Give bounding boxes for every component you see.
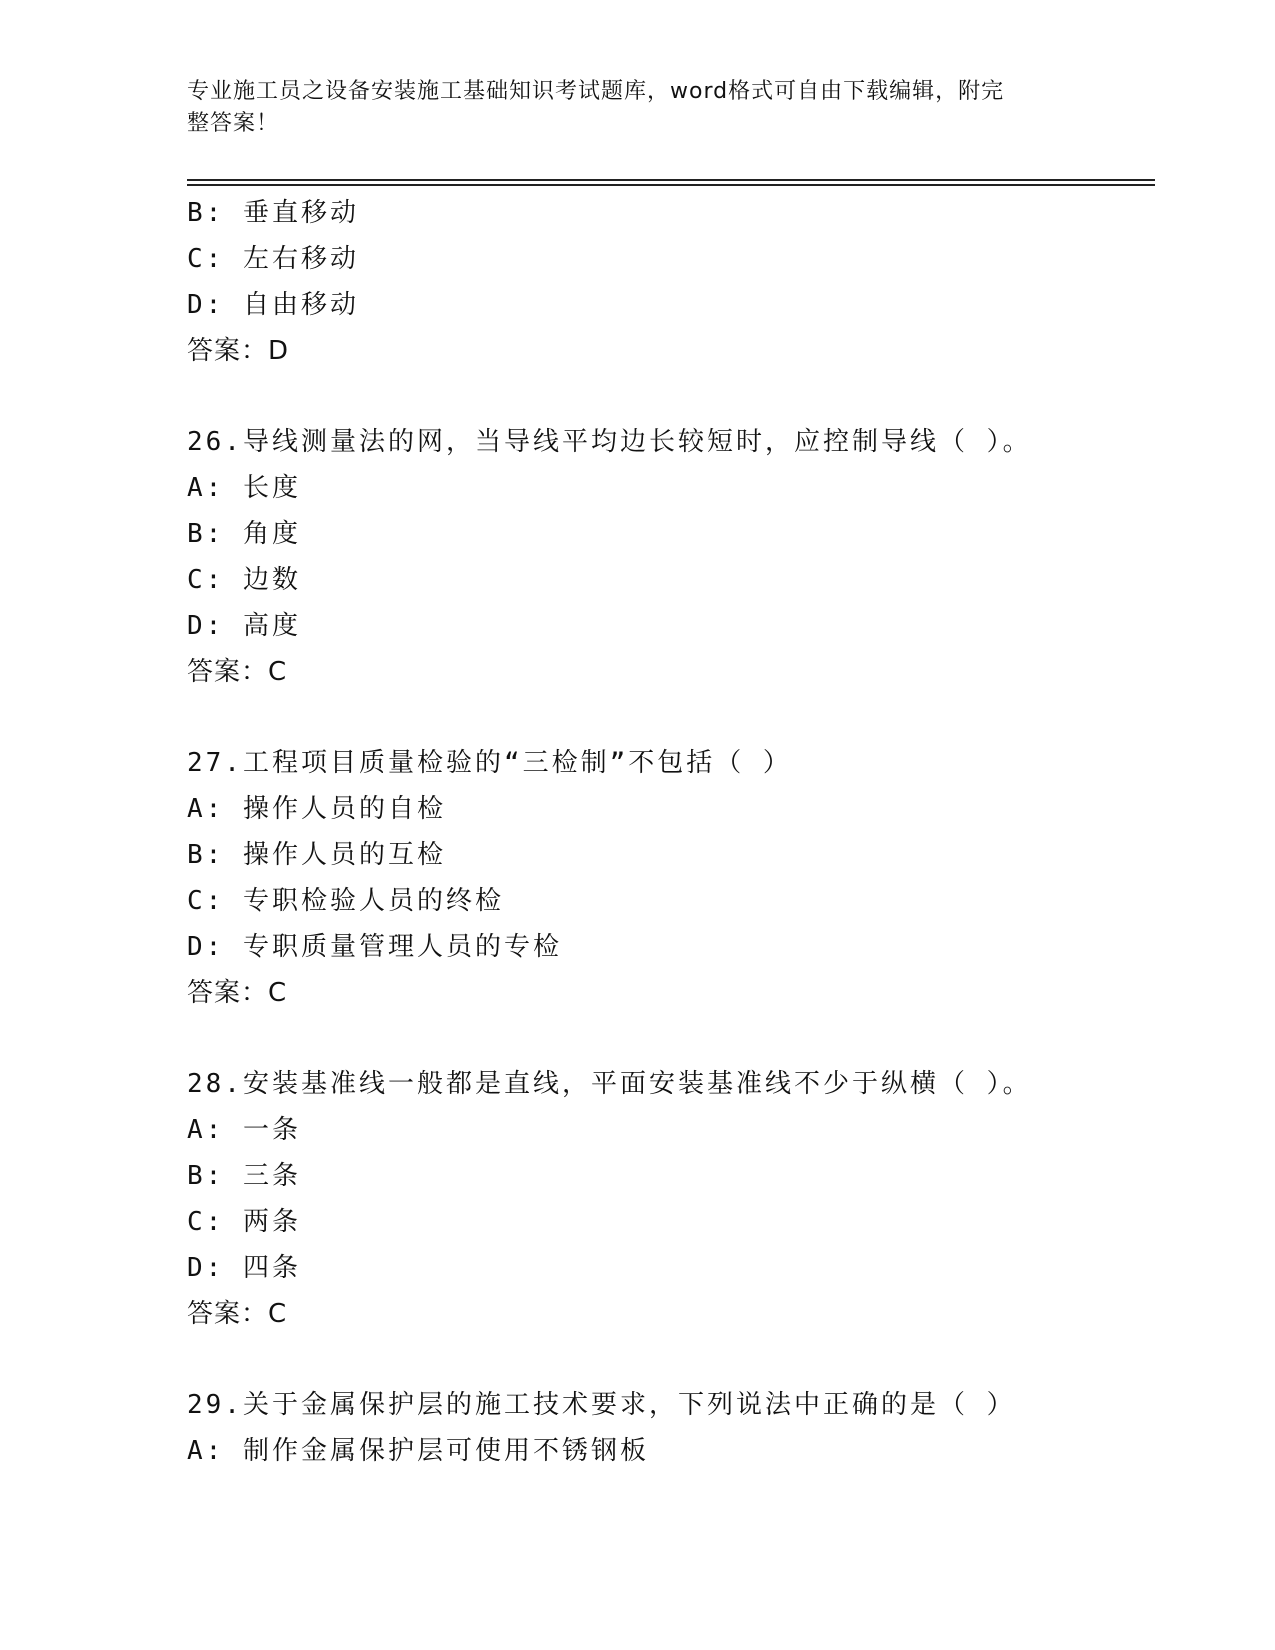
header-line-1: 专业施工员之设备安装施工基础知识考试题库，word格式可自由下载编辑，附完 (187, 79, 1005, 104)
question-text: 26.导线测量法的网，当导线平均边长较短时，应控制导线（ ）。 (187, 427, 1032, 457)
question-text: 29.关于金属保护层的施工技术要求，下列说法中正确的是（ ） (187, 1390, 1016, 1420)
document-header (187, 76, 1067, 140)
question-text: 28.安装基准线一般都是直线，平面安装基准线不少于纵横（ ）。 (187, 1069, 1032, 1099)
option-d: D: 高度 (187, 611, 301, 641)
header-line-2: 整答案！ (187, 111, 280, 136)
spacer (187, 1337, 1155, 1382)
option-b: B: 操作人员的互检 (187, 840, 446, 870)
option-d: D: 专职质量管理人员的专检 (187, 932, 562, 962)
question-28 (187, 1061, 1155, 1337)
question-list (187, 190, 1155, 1474)
header-divider-bottom (187, 184, 1155, 186)
option-c: C: 边数 (187, 565, 301, 595)
option-b: B: 角度 (187, 519, 301, 549)
spacer (187, 1016, 1155, 1061)
option-a: A: 操作人员的自检 (187, 794, 446, 824)
spacer (187, 695, 1155, 740)
answer: 答案：C (187, 657, 288, 687)
option-c: C: 专职检验人员的终检 (187, 886, 504, 916)
question-26 (187, 419, 1155, 695)
option-a: A: 制作金属保护层可使用不锈钢板 (187, 1436, 649, 1466)
answer: 答案：C (187, 1299, 288, 1329)
question-25 (187, 190, 1155, 374)
option-b: B: 三条 (187, 1161, 301, 1191)
option-b: B: 垂直移动 (187, 198, 359, 228)
option-c: C: 左右移动 (187, 244, 359, 274)
option-a: A: 长度 (187, 473, 301, 503)
answer: 答案：C (187, 978, 288, 1008)
option-d: D: 自由移动 (187, 290, 359, 320)
answer: 答案：D (187, 336, 290, 366)
option-d: D: 四条 (187, 1253, 301, 1283)
spacer (187, 374, 1155, 419)
question-29 (187, 1382, 1155, 1474)
question-text: 27.工程项目质量检验的“三检制”不包括（ ） (187, 748, 792, 778)
option-a: A: 一条 (187, 1115, 301, 1145)
header-divider-top (187, 179, 1155, 181)
option-c: C: 两条 (187, 1207, 301, 1237)
question-27 (187, 740, 1155, 1016)
